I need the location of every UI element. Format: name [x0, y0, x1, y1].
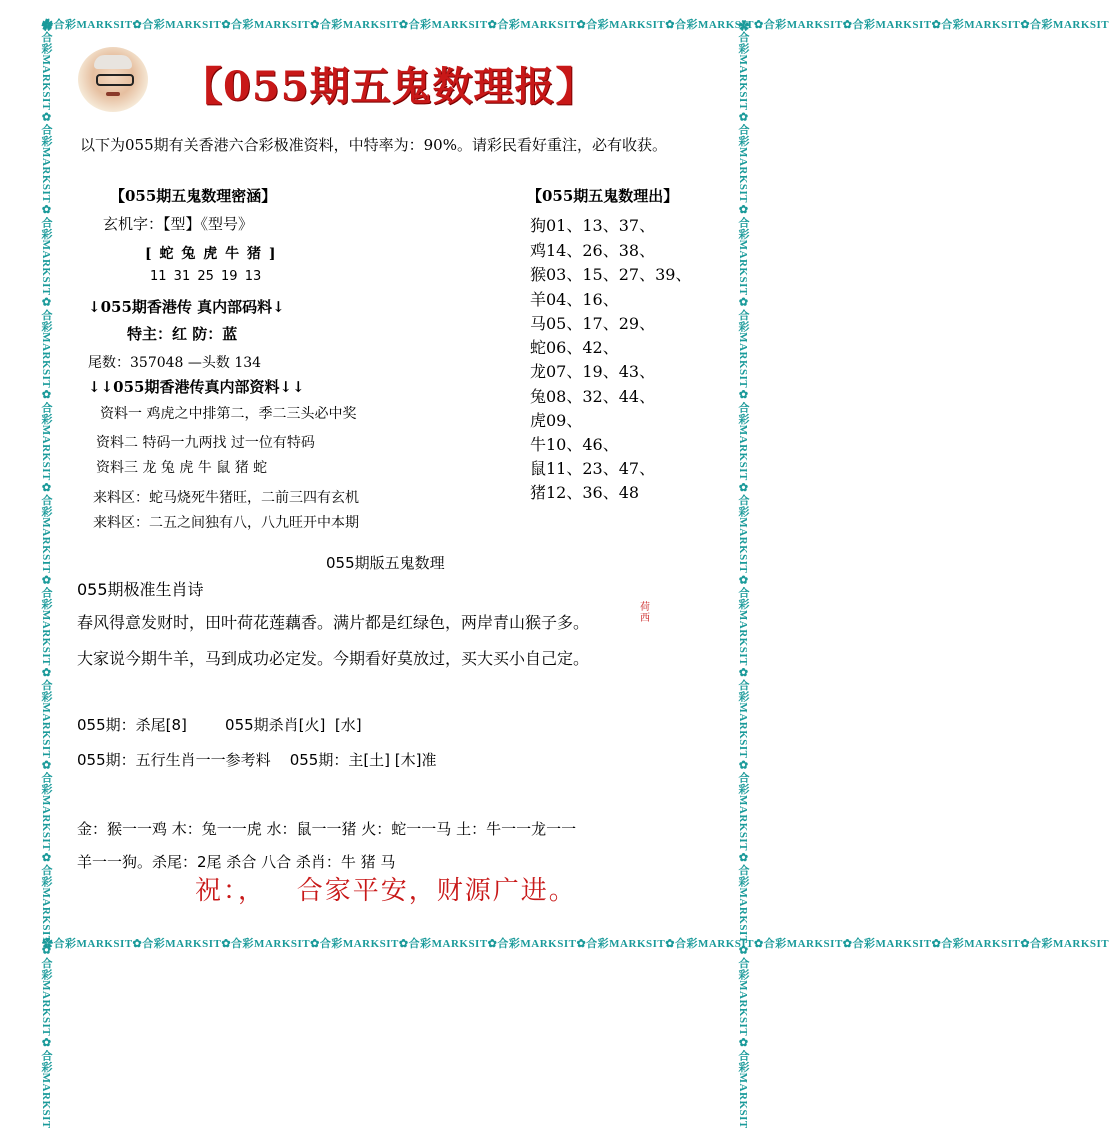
page-title: 【055期五鬼数理报】	[182, 63, 597, 110]
zodiac-row: 鸡14、26、38、	[530, 241, 656, 260]
xuanji-text: 玄机字：【型】《型号》	[103, 215, 254, 233]
border-top-strip: ✿合彩MARKSIT✿合彩MARKSIT✿合彩MARKSIT✿合彩MARKSIT✿合彩MARKSIT✿合彩MARKSIT✿合彩MARKSIT✿合彩MARKSIT✿合彩MARKSIT✿合彩MARKSIT✿合彩MARKSIT✿合彩MARKSIT	[42, 19, 1109, 31]
border-right-strip: ✿合彩MARKSIT✿合彩MARKSIT✿合彩MARKSIT✿合彩MARKSIT✿合彩MARKSIT✿合彩MARKSIT✿合彩MARKSIT✿合彩MARKSIT✿合彩MARKSIT✿合彩MARKSIT✿合彩MARKSIT✿合彩MARKSIT	[737, 20, 749, 1129]
zodiac-row: 牛10、46、	[530, 435, 619, 454]
border-left-strip: ✿合彩MARKSIT✿合彩MARKSIT✿合彩MARKSIT✿合彩MARKSIT✿合彩MARKSIT✿合彩MARKSIT✿合彩MARKSIT✿合彩MARKSIT✿合彩MARKSIT✿合彩MARKSIT✿合彩MARKSIT✿合彩MARKSIT	[40, 20, 52, 1129]
blessing-text: 祝：， 合家平安，财源广进。	[195, 876, 577, 906]
hk-title: ↓055期香港传 真内部码料↓	[88, 298, 285, 316]
wuxing-line: 055期：五行生肖一一参考料 055期：主[土] [木]准	[77, 751, 437, 769]
lailiao-2: 来料区：二五之间独有八，八九旺开中本期	[93, 515, 359, 531]
zodiac-row: 蛇06、42、	[530, 338, 619, 357]
zodiac-row: 龙07、19、43、	[530, 362, 656, 381]
animals-text: [ 蛇 兔 虎 牛 猪 ]	[145, 246, 276, 262]
ziliao-2: 资料二 特码一九两找 过一位有特码	[96, 435, 315, 451]
zodiac-row: 兔08、32、44、	[530, 387, 656, 406]
left-heading: 【055期五鬼数理密涵】	[110, 187, 277, 205]
zodiac-row: 猪12、36、48	[530, 483, 640, 502]
border-bottom-strip: ✿合彩MARKSIT✿合彩MARKSIT✿合彩MARKSIT✿合彩MARKSIT✿合彩MARKSIT✿合彩MARKSIT✿合彩MARKSIT✿合彩MARKSIT✿合彩MARKSIT✿合彩MARKSIT✿合彩MARKSIT✿合彩MARKSIT	[42, 938, 1109, 950]
zodiac-row: 猴03、15、27、39、	[530, 265, 692, 284]
zodiac-row: 狗01、13、37、	[530, 216, 656, 235]
zodiac-row: 马05、17、29、	[530, 314, 656, 333]
portrait-mouth	[106, 92, 120, 96]
poem-line-1: 春风得意发财时，田叶荷花莲藕香。满片都是红绿色，两岸青山猴子多。	[77, 613, 590, 632]
ziliao-3: 资料三 龙 兔 虎 牛 鼠 猪 蛇	[96, 460, 268, 476]
ziliao-1: 资料一 鸡虎之中排第二，季二三头必中奖	[100, 406, 357, 422]
tezhu-text: 特主：红 防：蓝	[127, 325, 238, 343]
hk-title-2: ↓↓055期香港传真内部资料↓↓	[88, 378, 305, 396]
intro-text: 以下为055期有关香港六合彩极准资料，中特率为：90%。请彩民看好重注，必有收获。	[80, 136, 667, 154]
elements-line-2: 羊一一狗。杀尾：2尾 杀合 八合 杀肖：牛 猪 马	[77, 853, 396, 871]
lailiao-1: 来料区：蛇马烧死牛猪旺，二前三四有玄机	[93, 490, 359, 506]
kill-line: 055期：杀尾[8] 055期杀肖[火] [水]	[77, 716, 362, 734]
elements-line-1: 金：猴一一鸡 木：兔一一虎 水：鼠一一猪 火：蛇一一马 土：牛一一龙一一	[77, 820, 577, 838]
poem-line-2: 大家说今期牛羊，马到成功必定发。今期看好莫放过，买大买小自己定。	[77, 649, 590, 668]
portrait-glasses	[96, 74, 134, 86]
red-seal-stamp: 荷 西	[640, 602, 650, 624]
zodiac-row: 羊04、16、	[530, 290, 619, 309]
portrait-hair	[94, 55, 132, 69]
zodiac-row: 鼠11、23、47、	[530, 459, 656, 478]
zodiac-row: 虎09、	[530, 411, 583, 430]
weishu-text: 尾数：357048 —头数 134	[88, 355, 262, 371]
center-heading: 055期版五鬼数理	[326, 554, 445, 572]
poem-title: 055期极准生肖诗	[77, 580, 204, 599]
numbers-text: 11 31 25 19 13	[150, 269, 262, 284]
right-heading: 【055期五鬼数理出】	[527, 187, 679, 205]
portrait-image	[78, 47, 148, 112]
